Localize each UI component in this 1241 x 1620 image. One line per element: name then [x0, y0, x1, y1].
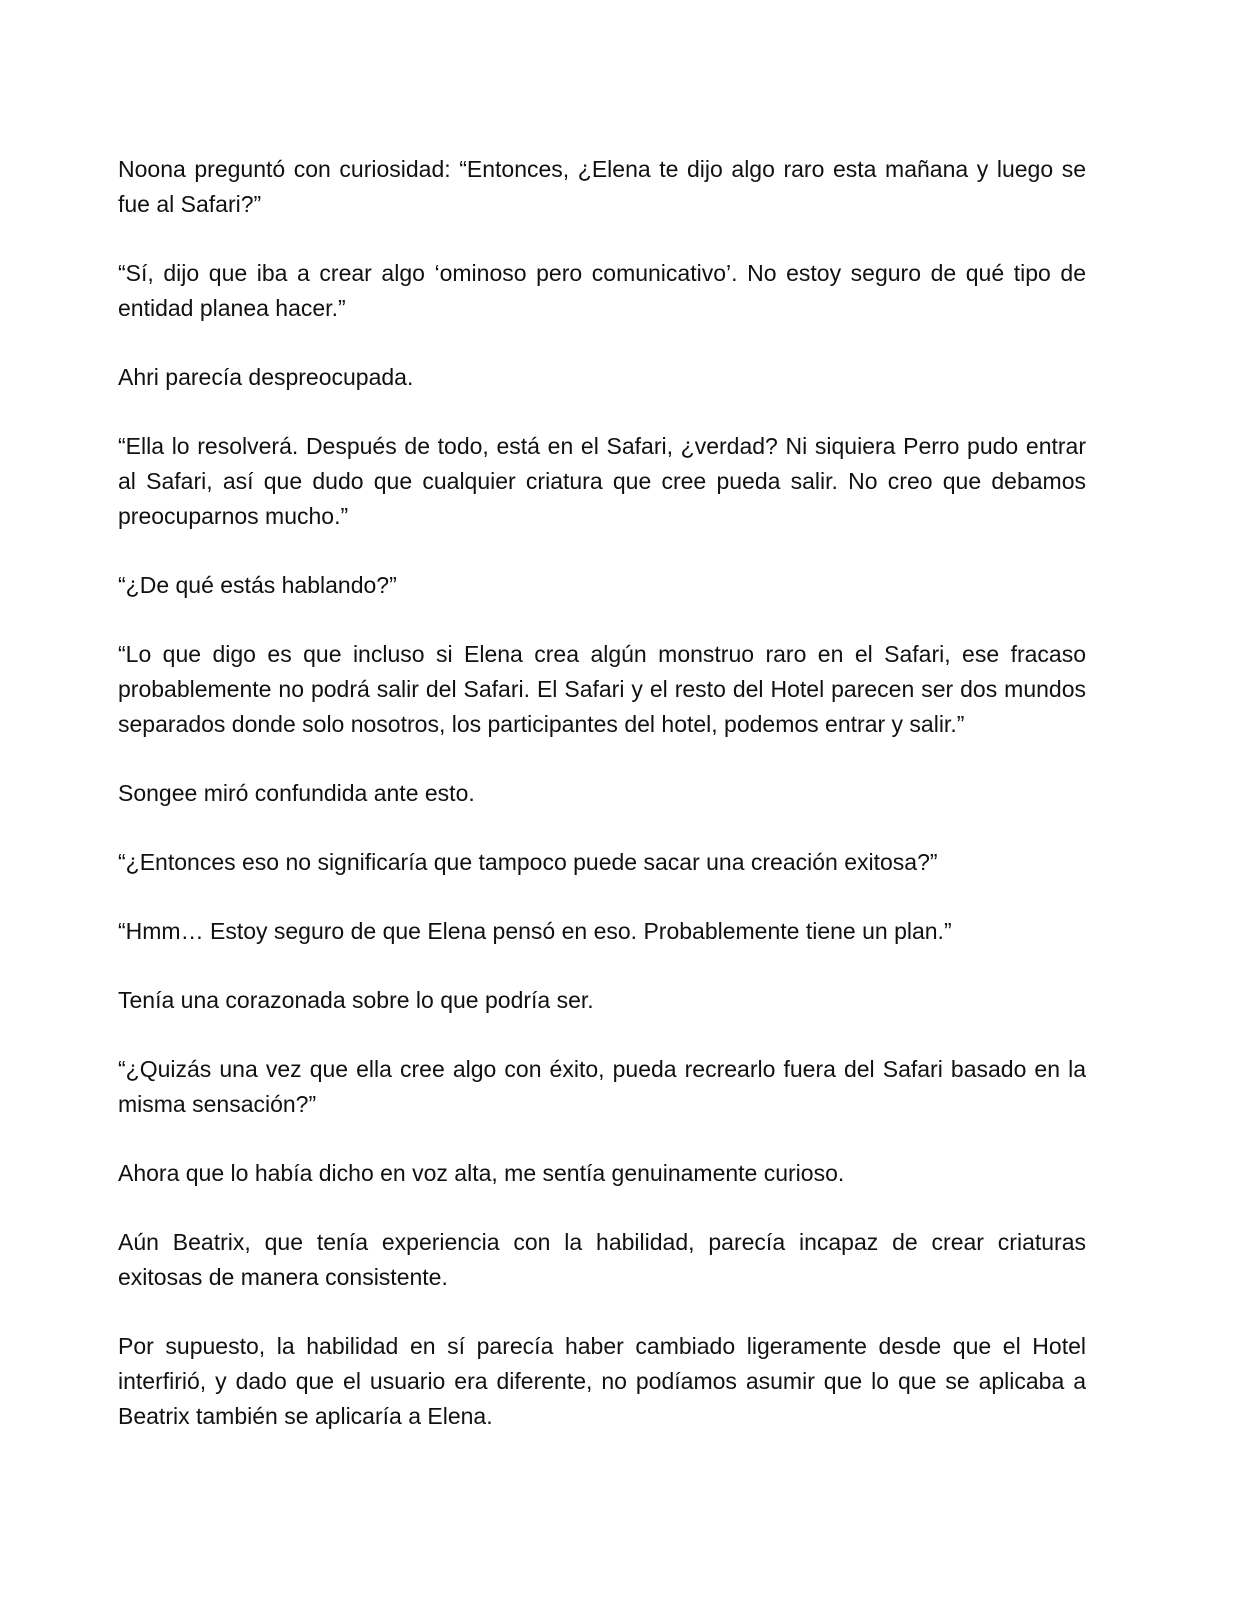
paragraph-5: “¿De qué estás hablando?”: [118, 572, 397, 598]
paragraph-6: “Lo que digo es que incluso si Elena crea algún monstruo raro en el Safari, ese fracaso probablemente no podrá salir del Safari. El Safari y el resto del Hotel parecen ser dos mundos separados donde solo nosotros, los participantes del hotel, podemos entrar y salir.”: [118, 641, 1086, 737]
paragraph-14: Por supuesto, la habilidad en sí parecía haber cambiado ligeramente desde que el Hotel interfirió, y dado que el usuario era diferente, no podíamos asumir que lo que se aplicaba a Beatrix también se aplicaría a Elena.: [118, 1333, 1086, 1429]
paragraph-12: Ahora que lo había dicho en voz alta, me sentía genuinamente curioso.: [118, 1160, 845, 1186]
paragraph-2: “Sí, dijo que iba a crear algo ‘ominoso pero comunicativo’. No estoy seguro de qué tipo de entidad planea hacer.”: [118, 260, 1086, 321]
paragraph-3: Ahri parecía despreocupada.: [118, 364, 414, 390]
paragraph-10: Tenía una corazonada sobre lo que podría ser.: [118, 987, 594, 1013]
paragraph-13: Aún Beatrix, que tenía experiencia con la habilidad, parecía incapaz de crear criaturas exitosas de manera consistente.: [118, 1229, 1086, 1290]
paragraph-1: Noona preguntó con curiosidad: “Entonces, ¿Elena te dijo algo raro esta mañana y luego se fue al Safari?”: [118, 156, 1086, 217]
paragraph-9: “Hmm… Estoy seguro de que Elena pensó en eso. Probablemente tiene un plan.”: [118, 918, 952, 944]
paragraph-4: “Ella lo resolverá. Después de todo, está en el Safari, ¿verdad? Ni siquiera Perro pudo entrar al Safari, así que dudo que cualquier criatura que cree pueda salir. No creo que debamos preocuparnos mucho.”: [118, 433, 1086, 529]
paragraph-8: “¿Entonces eso no significaría que tampoco puede sacar una creación exitosa?”: [118, 849, 938, 875]
document-body: [118, 152, 1086, 1468]
paragraph-11: “¿Quizás una vez que ella cree algo con éxito, pueda recrearlo fuera del Safari basado en la misma sensación?”: [118, 1056, 1086, 1117]
paragraph-7: Songee miró confundida ante esto.: [118, 780, 475, 806]
